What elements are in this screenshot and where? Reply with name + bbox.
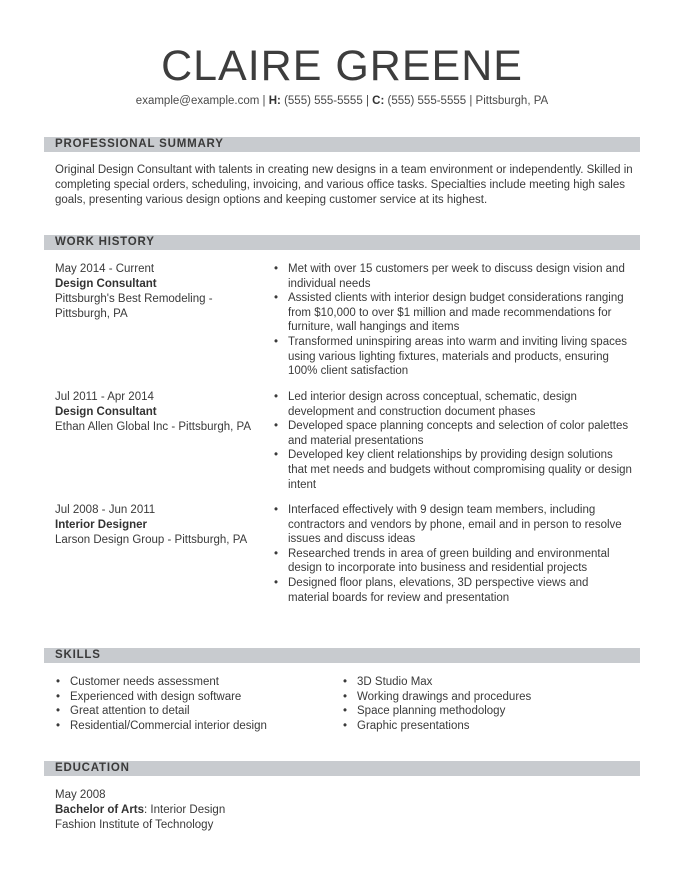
job-dates: Jul 2008 - Jun 2011 xyxy=(55,504,156,516)
job-2-info xyxy=(55,390,270,435)
job-dates: May 2014 - Current xyxy=(55,263,155,275)
section-heading-work-history: WORK HISTORY xyxy=(44,235,640,250)
job-bullet: • Met with over 15 customers per week to discuss design vision and individual needs xyxy=(272,262,632,291)
skills-list-right xyxy=(342,675,632,733)
skill-item: • Working drawings and procedures xyxy=(342,690,632,705)
job-company: Larson Design Group - Pittsburgh, PA xyxy=(55,534,248,546)
job-dates: Jul 2011 - Apr 2014 xyxy=(55,391,154,403)
separator: | xyxy=(365,95,369,107)
job-bullet: • Developed space planning concepts and selection of color palettes and material presentations xyxy=(272,419,632,448)
job-title: Design Consultant xyxy=(55,406,157,418)
skill-item: • Customer needs assessment xyxy=(55,675,325,690)
job-bullet: • Led interior design across conceptual, schematic, design development and construction document phases xyxy=(272,390,632,419)
summary-text: Original Design Consultant with talents in creating new designs in a team environment or independently. Skilled in completing special orders, scheduling, invoicing, and various office tasks. Specialties include meeting high sales goals, presenting various design options and keeping customer service at its highest. xyxy=(55,164,633,206)
job-bullet: • Interfaced effectively with 9 design team members, including contractors and vendors by phone, email and in person to resolve issues and discuss ideas xyxy=(272,503,632,547)
education-degree-line xyxy=(55,803,455,818)
section-heading-skills: SKILLS xyxy=(44,648,640,663)
job-company: Ethan Allen Global Inc - Pittsburgh, PA xyxy=(55,421,252,433)
section-heading-education: EDUCATION xyxy=(44,761,640,776)
cell-phone: (555) 555-5555 xyxy=(387,95,467,107)
home-phone: (555) 555-5555 xyxy=(284,95,363,107)
job-3-bullets xyxy=(272,503,632,605)
location: Pittsburgh, PA xyxy=(475,95,549,107)
home-phone-label: H: xyxy=(268,95,281,107)
job-bullet: • Researched trends in area of green building and environmental design to incorporate into business and residential projects xyxy=(272,547,632,576)
skill-item: • 3D Studio Max xyxy=(342,675,632,690)
skill-item: • Experienced with design software xyxy=(55,690,325,705)
candidate-name: CLAIRE GREENE xyxy=(161,42,523,90)
skill-item: • Great attention to detail xyxy=(55,704,325,719)
skill-item: • Residential/Commercial interior design xyxy=(55,719,325,734)
separator: | xyxy=(262,95,266,107)
job-bullet: • Developed key client relationships by providing design solutions that met needs and budgets without compromising quality or design intent xyxy=(272,448,632,492)
job-bullet: • Designed floor plans, elevations, 3D perspective views and material boards for review and presentation xyxy=(272,576,632,605)
separator: | xyxy=(469,95,473,107)
skill-item: • Space planning methodology xyxy=(342,704,632,719)
contact-line xyxy=(0,93,684,109)
job-bullet: • Transformed uninspiring areas into warm and inviting living spaces using various lighting fixtures, materials and products, ensuring 100% client satisfaction xyxy=(272,335,632,379)
job-1-info xyxy=(55,262,270,322)
job-1-bullets xyxy=(272,262,632,379)
job-title: Design Consultant xyxy=(55,278,157,290)
job-company: Pittsburgh's Best Remodeling - Pittsburgh, PA xyxy=(55,293,213,320)
education-entry xyxy=(55,788,455,833)
skill-item: • Graphic presentations xyxy=(342,719,632,734)
degree: Bachelor of Arts xyxy=(55,804,145,816)
job-2-bullets xyxy=(272,390,632,492)
section-heading-summary: PROFESSIONAL SUMMARY xyxy=(44,137,640,152)
education-date: May 2008 xyxy=(55,789,106,801)
job-3-info xyxy=(55,503,270,548)
email: example@example.com xyxy=(135,95,260,107)
field-of-study: : Interior Design xyxy=(144,804,226,816)
skills-list-left xyxy=(55,675,325,733)
cell-phone-label: C: xyxy=(372,95,385,107)
school-name: Fashion Institute of Technology xyxy=(55,819,214,831)
job-bullet: • Assisted clients with interior design budget considerations ranging from $10,000 to over $1 million and made recommendations for furniture, wall hangings and items xyxy=(272,291,632,335)
job-title: Interior Designer xyxy=(55,519,148,531)
